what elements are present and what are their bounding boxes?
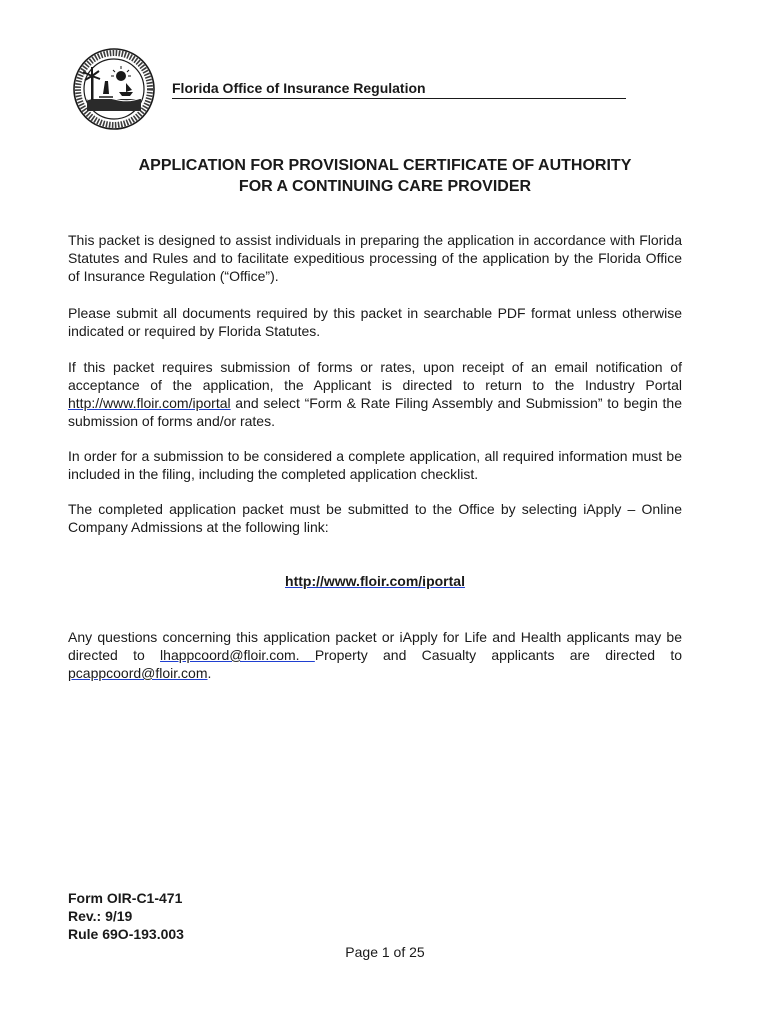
contact-text-start: Any questions concerning this application packet or iApply for Life and Health applicants may be directed to (68, 629, 682, 663)
form-info-block (68, 889, 184, 943)
forms-rates-text-start: If this packet requires submission of forms or rates, upon receipt of an email notification of acceptance of the application, the Applicant is directed to return to the Industry Portal (68, 359, 682, 393)
forms-rates-text-end: and select “Form & Rate Filing Assembly and Submission” to begin the submission of forms and/or rates. (68, 395, 682, 429)
agency-name: Florida Office of Insurance Regulation (172, 80, 626, 99)
pdf-format-paragraph: Please submit all documents required by this packet in searchable PDF format unless otherwise indicated or required by Florida Statutes. (68, 305, 682, 339)
title-line-2: FOR A CONTINUING CARE PROVIDER (238, 178, 532, 195)
lh-email-link[interactable]: lhappcoord@floir.com. (160, 647, 315, 663)
iportal-link-container (68, 572, 682, 590)
intro-paragraph: This packet is designed to assist individuals in preparing the application in accordance with Florida Statutes and Rules and to facilitate expeditious processing of the application by the Florida Office of Insurance Regulation (“Office”). (68, 232, 682, 284)
contact-text-middle: Property and Casualty applicants are directed to (314, 647, 682, 663)
title-line-1: APPLICATION FOR PROVISIONAL CERTIFICATE OF AUTHORITY (138, 157, 632, 174)
page-number: Page 1 of 25 (345, 944, 425, 960)
revision-date: Rev.: 9/19 (68, 908, 133, 924)
complete-application-paragraph: In order for a submission to be considered a complete application, all required information must be included in the filing, including the completed application checklist. (68, 448, 682, 482)
form-number: Form OIR-C1-471 (68, 890, 183, 906)
pc-email-link[interactable]: pcappcoord@floir.com (68, 665, 208, 681)
florida-state-seal (73, 48, 155, 130)
contact-text-end: . (207, 665, 212, 681)
document-title (68, 155, 702, 197)
submission-paragraph: The completed application packet must be submitted to the Office by selecting iApply – Online Company Admissions at the following link: (68, 501, 682, 535)
forms-rates-paragraph (68, 358, 682, 430)
industry-portal-link[interactable]: http://www.floir.com/iportal (68, 395, 231, 411)
rule-number: Rule 69O-193.003 (68, 926, 184, 942)
contact-paragraph (68, 628, 682, 682)
iportal-link[interactable]: http://www.floir.com/iportal (285, 573, 465, 589)
